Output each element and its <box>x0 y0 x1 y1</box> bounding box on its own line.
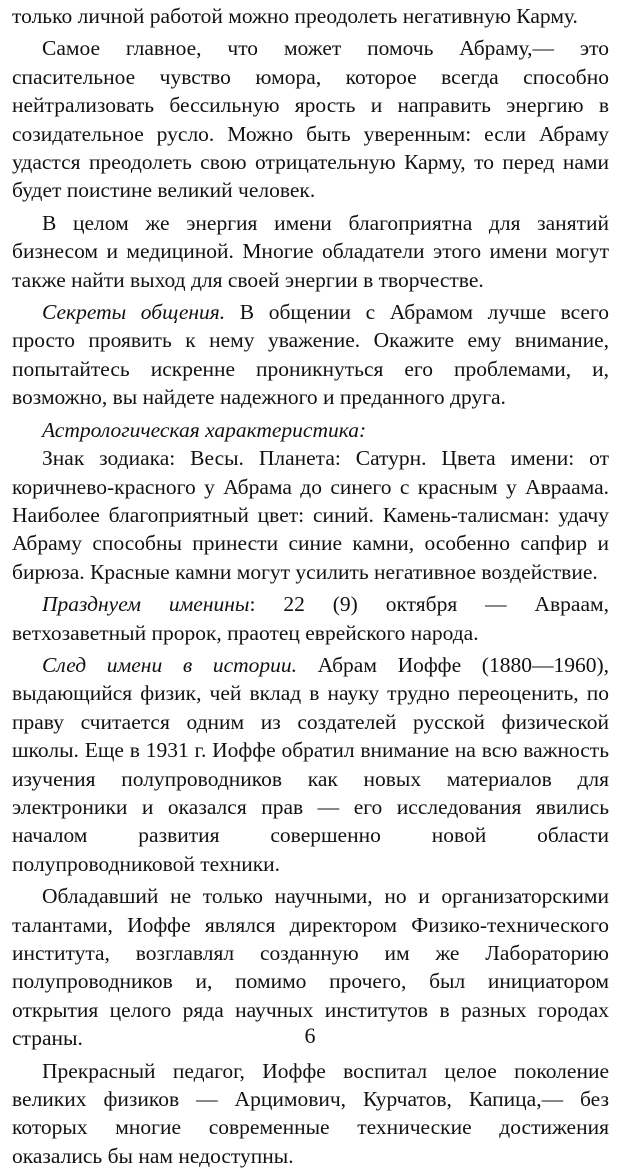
name-day-text: : 22 (9) октября — Авраам, ветхозаветный пророк, праотец еврейского народа. <box>12 592 609 645</box>
communication-label: Секреты общения. <box>42 300 226 325</box>
page-number: 6 <box>304 1023 316 1048</box>
paragraph-history <box>12 651 609 878</box>
paragraph-continued: только личной работой можно преодолеть негативную Карму. <box>12 4 578 28</box>
paragraph-communication <box>12 298 609 412</box>
page-text-block <box>12 2 609 1174</box>
communication-text: В общении с Абрамом лучше всего просто проявить к нему уважение. Окажите ему внимание, попытайтесь искренне проникнуться его проблемами, и, возможно, вы найдете надежного и преданного друга. <box>12 300 610 410</box>
paragraph-astrology: Знак зодиака: Весы. Планета: Сатурн. Цвета имени: от коричнево-красного у Абрама до синего с красным у Авраама. Наиболее благоприятный цвет: синий. Камень-талисман: удачу Абраму способны принести синие камни, особенно сапфир и бирюза. Красные камни могут усилить негативное воздействие. <box>12 446 609 584</box>
history-text: Абрам Иоффе (1880—1960), выдающийся физик, чей вклад в науку трудно переоценить, по праву считается одним из создателей русской физической школы. Еще в 1931 г. Иоффе обратил внимание на всю важность изучения полупроводников как новых материалов для электроники и оказался прав — его исследования явились началом развития совершенно новой области полупроводниковой техники. <box>12 652 609 876</box>
paragraph-name-day <box>12 590 609 647</box>
history-label: След имени в истории. <box>42 652 298 677</box>
paragraph-energy: В целом же энергия имени благоприятна для занятий бизнесом и медициной. Многие обладатели этого имени могут также найти выход для своей энергии в творчестве. <box>12 210 609 292</box>
astrology-heading-label: Астрологическая характеристика: <box>42 417 367 442</box>
name-day-label: Празднуем именины <box>42 592 250 617</box>
paragraph-organizer: Обладавший не только научными, но и организаторскими талантами, Иоффе являлся директором Физико-технического института, возглавлял созданную им же Лабораторию полупроводников и, помимо прочего, был инициатором открытия целого ряда научных институтов в разных городах страны. <box>12 884 609 1051</box>
astrology-heading <box>12 416 609 444</box>
paragraph-teacher: Прекрасный педагог, Иоффе воспитал целое поколение великих физиков — Арцимович, Курчатов, Капица,— без которых многие современные технические достижения оказались бы нам недоступны. <box>12 1058 609 1168</box>
paragraph-humor: Самое главное, что может помочь Абраму,— это спасительное чувство юмора, которое всегда способно нейтрализовать бессильную ярость и направить энергию в созидательное русло. Можно быть уверенным: если Абраму удастся преодолеть свою отрицательную Карму, то перед нами будет поистине великий человек. <box>12 36 609 203</box>
